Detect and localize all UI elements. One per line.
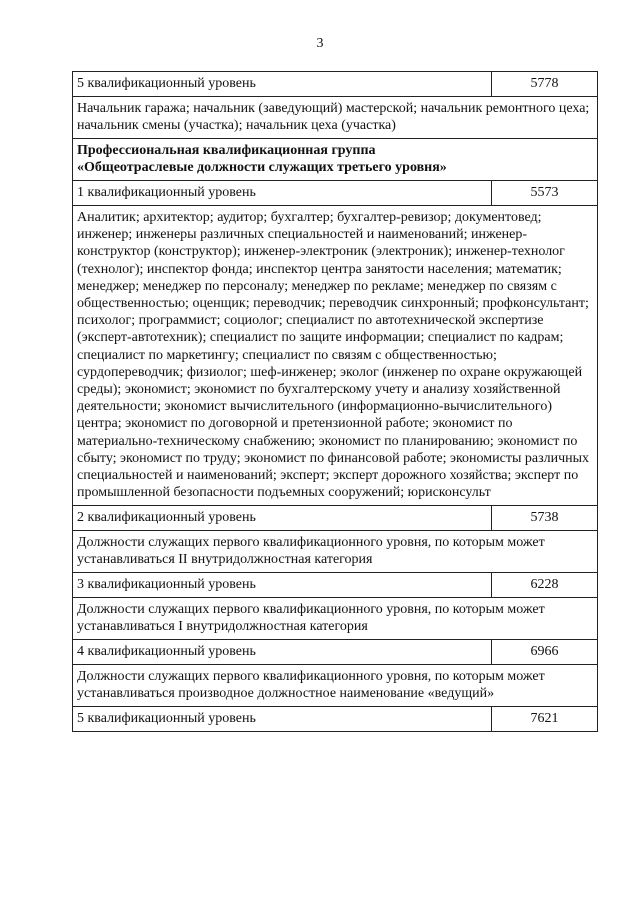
- level-salary-value: 5573: [492, 181, 598, 206]
- table-row: [73, 573, 598, 598]
- level-label: 5 квалификационный уровень: [73, 707, 492, 732]
- level-salary-value: 6228: [492, 573, 598, 598]
- level-salary-value: 5778: [492, 72, 598, 97]
- level-label: 5 квалификационный уровень: [73, 72, 492, 97]
- positions-list: Должности служащих первого квалификационного уровня, по которым может устанавливаться II внутридолжностная категория: [73, 531, 598, 573]
- table-row: [73, 665, 598, 707]
- level-salary-value: 7621: [492, 707, 598, 732]
- positions-list: Должности служащих первого квалификационного уровня, по которым может устанавливаться производное должностное наименование «ведущий»: [73, 665, 598, 707]
- group-title-line-1: Профессиональная квалификационная группа: [77, 143, 376, 158]
- group-title-line-2: «Общеотраслевые должности служащих третьего уровня»: [77, 160, 447, 175]
- positions-list: Аналитик; архитектор; аудитор; бухгалтер; бухгалтер-ревизор; документовед; инженер; инженеры различных специальностей и наименований; инженер-конструктор (конструктор); инженер-электроник (электроник); инженер-технолог (технолог); инспектор фонда; инспектор центра занятости населения; математик; менеджер; менеджер по персоналу; менеджер по рекламе; менеджер по связям с общественностью; оценщик; переводчик; переводчик синхронный; профконсультант; психолог; программист; социолог; специалист по автотехнической экспертизе (эксперт-автотехник); специалист по защите информации; специалист по кадрам; специалист по маркетингу; специалист по связям с общественностью; сурдопереводчик; физиолог; шеф-инженер; эколог (инженер по охране окружающей среды); экономист; экономист по бухгалтерскому учету и анализу хозяйственной деятельности; экономист вычислительного (информационно-вычислительного) центра; экономист по договорной и претензионной работе; экономист по материально-техническому снабжению; экономист по планированию; экономист по сбыту; экономист по труду; экономист по финансовой работе; экономисты различных специальностей и наименований; эксперт; эксперт дорожного хозяйства; эксперт по промышленной безопасности подъемных сооружений; юрисконсульт: [73, 206, 598, 506]
- group-header: [73, 139, 598, 181]
- table-row: [73, 598, 598, 640]
- table-row: [73, 97, 598, 139]
- table-row: [73, 707, 598, 732]
- positions-list: Начальник гаража; начальник (заведующий) мастерской; начальник ремонтного цеха; начальник смены (участка); начальник цеха (участка): [73, 97, 598, 139]
- level-label: 1 квалификационный уровень: [73, 181, 492, 206]
- salary-table: [72, 71, 598, 732]
- level-label: 3 квалификационный уровень: [73, 573, 492, 598]
- level-salary-value: 5738: [492, 506, 598, 531]
- table-row: [73, 181, 598, 206]
- table-row: [73, 139, 598, 181]
- table-row: [73, 640, 598, 665]
- level-salary-value: 6966: [492, 640, 598, 665]
- level-label: 2 квалификационный уровень: [73, 506, 492, 531]
- positions-list: Должности служащих первого квалификационного уровня, по которым может устанавливаться I внутридолжностная категория: [73, 598, 598, 640]
- table-row: [73, 531, 598, 573]
- table-row: [73, 506, 598, 531]
- page-number: 3: [316, 36, 324, 51]
- table-row: [73, 206, 598, 506]
- table-row: [73, 72, 598, 97]
- level-label: 4 квалификационный уровень: [73, 640, 492, 665]
